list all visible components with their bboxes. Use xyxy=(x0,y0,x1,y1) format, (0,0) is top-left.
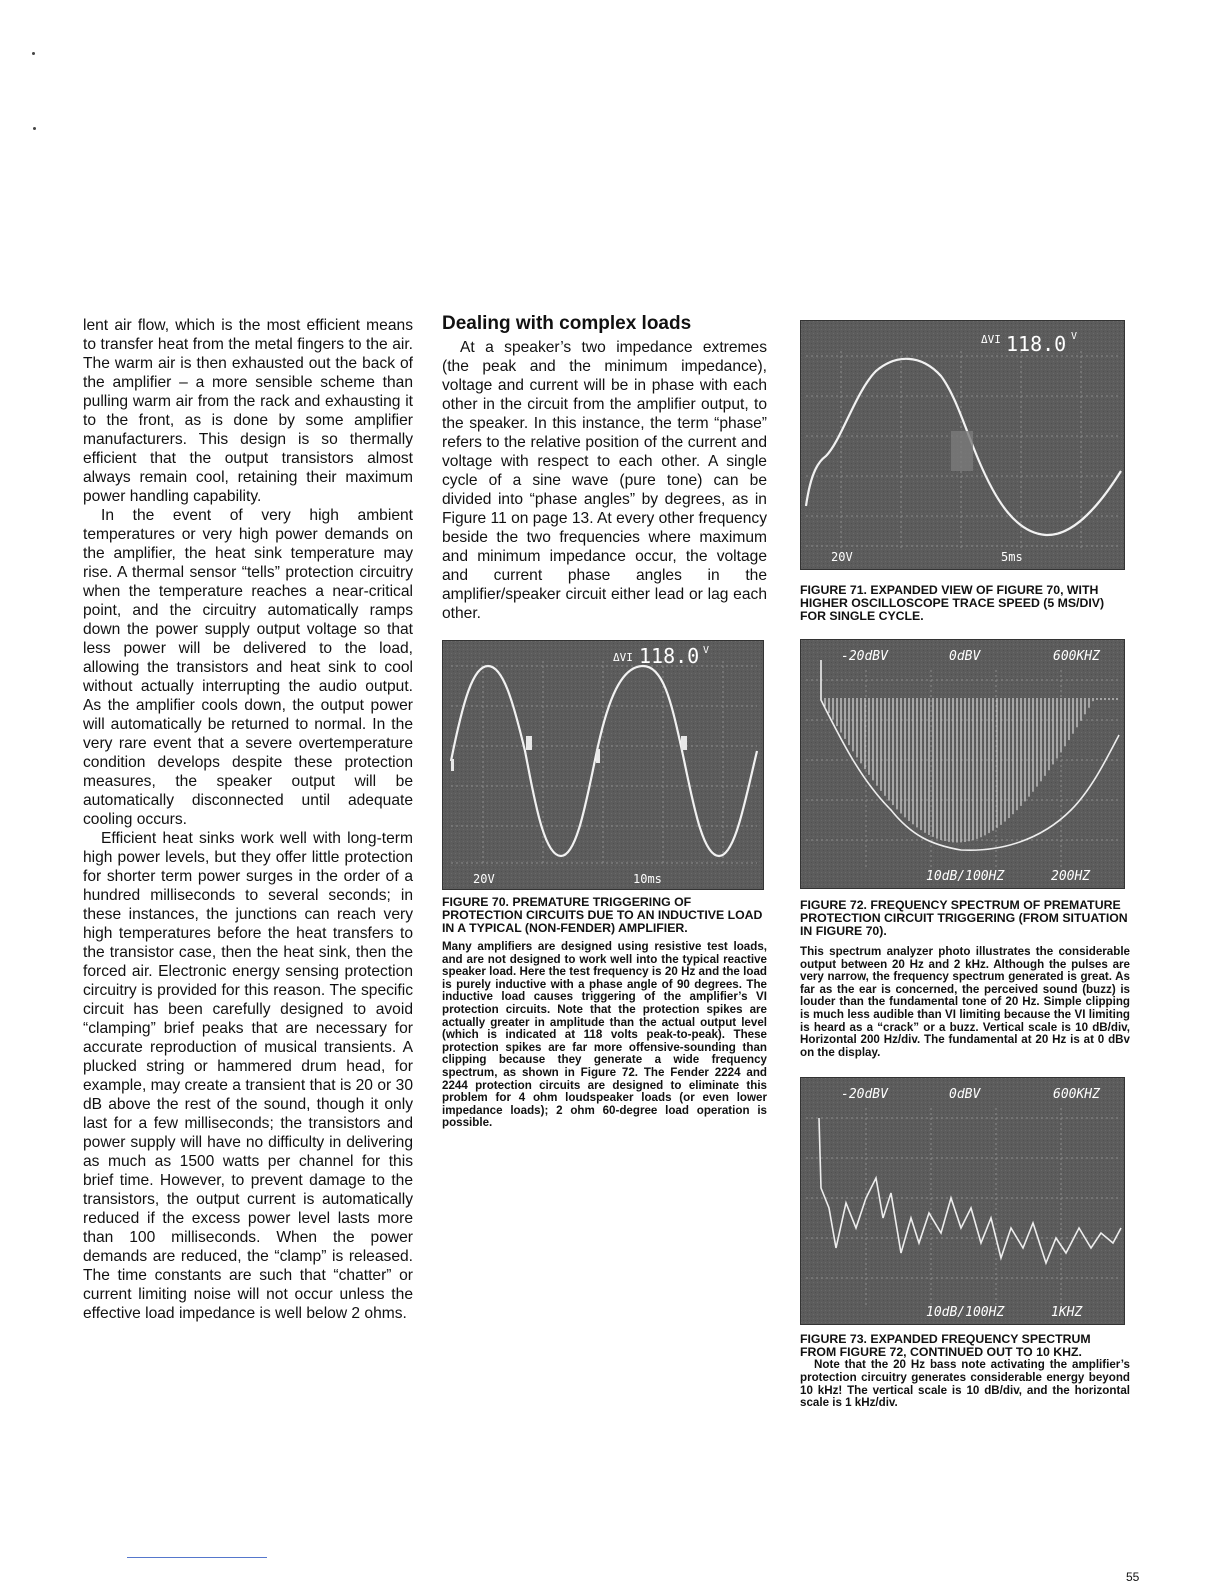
figure-72-caption-body: This spectrum analyzer photo illustrates the considerable output between 20 Hz and 2 kHz. Although the pulses are very narrow, the frequency spectrum generated is great. As far as the ear is concerned, the perceived sound (buzz) is louder than the fundamental tone of 20 Hz. Simple clipping is much less audible than VI limiting because the VI limiting is heard as a “crack” or a buzz. Vertical scale is 10 dB/div, Horizontal 200 Hz/div. The fundamental at 20 Hz is at 0 dBv on the display. xyxy=(800,945,1130,1059)
fig73-ref-level: -20dBV xyxy=(841,1087,888,1103)
figure-73-caption-title: FIGURE 73. EXPANDED FREQUENCY SPECTRUM FROM FIGURE 72, CONTINUED OUT TO 10 KHZ. xyxy=(800,1332,1091,1360)
fig72-freq-label: 200HZ xyxy=(1051,869,1091,884)
fig70-readout-label: ΔVI xyxy=(613,651,633,664)
fig72-span-label: 600KHZ xyxy=(1053,649,1100,664)
fig70-time-div: 10ms xyxy=(633,872,662,886)
page-number: 55 xyxy=(1126,1570,1140,1584)
column-2 xyxy=(442,312,767,1130)
fig72-center-label: 0dBV xyxy=(949,649,981,664)
fig73-scale-label: 10dB/100HZ xyxy=(926,1305,1005,1321)
fig73-center-label: 0dBV xyxy=(949,1087,981,1103)
figure-70-scope-photo xyxy=(442,640,764,890)
scan-mark xyxy=(32,52,35,55)
body-paragraph: At a speaker’s two impedance extremes (the peak and the minimum impedance), voltage and current will be in phase with each other in the circuit from the amplifier output, to the speaker. In this instance, the term “phase” refers to the relative position of the current and voltage with respect to each other. A single cycle of a sine wave (pure tone) can be divided into “phase angles” by degrees, as in Figure 11 on page 13. At every other frequency beside the two frequencies where maximum and minimum impedance occur, the voltage and current phase angles in the amplifier/speaker circuit either lead or lag each other. xyxy=(442,339,767,622)
body-paragraph: Efficient heat sinks work well with long-term high power levels, but they offer little protection for shorter term power surges in the order of a hundred milliseconds to several seconds; in these instances, the junctions can reach very high temperatures before the heat transfers to the transistor case, then the heat sink, then the forced air. Electronic energy sensing protection circuitry is provided for this reason. The specific circuit has been carefully designed to avoid “clamping” brief peaks that are necessary for accurate reproduction of musical transients. A plucked string or hammered drum head, for example, may create a transient that is 20 or 30 dB above the rest of the sound, though it only last for a few milliseconds; the transistors and power supply will have no difficulty in delivering as much as 1500 watts per channel for this brief time. However, to prevent damage to the transistors, the output current is automatically reduced if the excess power level lasts more than 100 milliseconds. When the power demands are reduced, the “clamp” is released. The time constants are such that “chatter” or current limiting noise will not occur unless the effective load impedance is well below 2 ohms. xyxy=(83,830,413,1322)
fig71-volts-div: 20V xyxy=(831,550,853,564)
fig71-time-div: 5ms xyxy=(1001,550,1023,564)
figure-71-scope-photo xyxy=(800,320,1125,570)
fig73-freq-label: 1KHZ xyxy=(1051,1305,1083,1321)
fig70-volts-div: 20V xyxy=(473,872,495,886)
body-paragraph: In the event of very high ambient temperatures or very high power demands on the amplifier, the heat sink temperature may rise. A thermal sensor “tells” protection circuitry when the temperature reaches a near-critical point, and the circuitry automatically ramps down the power supply output voltage so that less power will be delivered to the load, allowing the transistors and heat sink to cool without actually interrupting the audio output. As the amplifier cools down, the output power will automatically be returned to normal. In the very rare event that a severe overtemperature condition develops despite these protection measures, the speaker output will be automatically disconnected until adequate cooling occurs. xyxy=(83,507,413,828)
figure-72-spectrum-photo xyxy=(800,639,1125,889)
figure-70-caption-body: Many amplifiers are designed using resistive test loads, and are not designed to work well into the typical reactive speaker load. Here the test frequency is 20 Hz and the load is purely inductive with a phase angle of 90 degrees. The inductive load causes triggering of the amplifier’s VI protection circuits. Note that the protection spikes are actually greater in amplitude than the actual output level (which is indicated at 118 volts peak-to-peak). These protection spikes are far more offensive-sounding than clipping because they generate a wide frequency spectrum, as shown in Figure 72. The Fender 2224 and 2244 protection circuits are designed to eliminate this problem for 4 ohm loudspeaker loads (or even lower impedance loads); 2 ohm 60-degree load operation is possible. xyxy=(442,940,767,1130)
fig70-readout-unit: V xyxy=(703,645,710,656)
section-heading: Dealing with complex loads xyxy=(442,313,692,334)
body-paragraph: lent air flow, which is the most efficient means to transfer heat from the metal fingers to the air. The warm air is then exhausted out the back of the amplifier – a more sensible scheme than pulling warm air from the rack and exhausting it to the front, as is done by some amplifier manufacturers. This design is so thermally efficient that the output transistors almost always remain cool, retaining their maximum power handling capability. xyxy=(83,317,413,505)
fig70-readout-value: 118.0 xyxy=(639,644,700,668)
fig71-readout-unit: V xyxy=(1071,331,1078,342)
fig71-readout-label: ΔVI xyxy=(981,333,1001,346)
fig72-scale-label: 10dB/100HZ xyxy=(926,869,1005,884)
figure-73-caption-body: Note that the 20 Hz bass note activating the amplifier’s protection circuitry generates considerable energy beyond 10 kHz! The vertical scale is 10 dB/div, and the horizontal scale is 1 kHz/div. xyxy=(800,1358,1130,1410)
figure-71-caption-title: FIGURE 71. EXPANDED VIEW OF FIGURE 70, WITH HIGHER OSCILLOSCOPE TRACE SPEED (5 MS/DIV) FOR SINGLE CYCLE. xyxy=(800,583,1105,623)
column-3 xyxy=(800,320,1130,1410)
column-1 xyxy=(83,316,413,1323)
figure-72-caption-title: FIGURE 72. FREQUENCY SPECTRUM OF PREMATURE PROTECTION CIRCUIT TRIGGERING (FROM SITUATION IN FIGURE 70). xyxy=(800,898,1128,938)
figure-73-spectrum-photo xyxy=(800,1077,1125,1325)
figure-70-caption-title: FIGURE 70. PREMATURE TRIGGERING OF PROTECTION CIRCUITS DUE TO AN INDUCTIVE LOAD IN A TYPICAL (NON-FENDER) AMPLIFIER. xyxy=(442,895,763,935)
footer-rule xyxy=(127,1557,267,1558)
fig71-readout-value: 118.0 xyxy=(1006,332,1067,356)
scan-mark xyxy=(33,127,36,130)
fig72-ref-level: -20dBV xyxy=(841,649,888,664)
fig73-span-label: 600KHZ xyxy=(1053,1087,1100,1103)
